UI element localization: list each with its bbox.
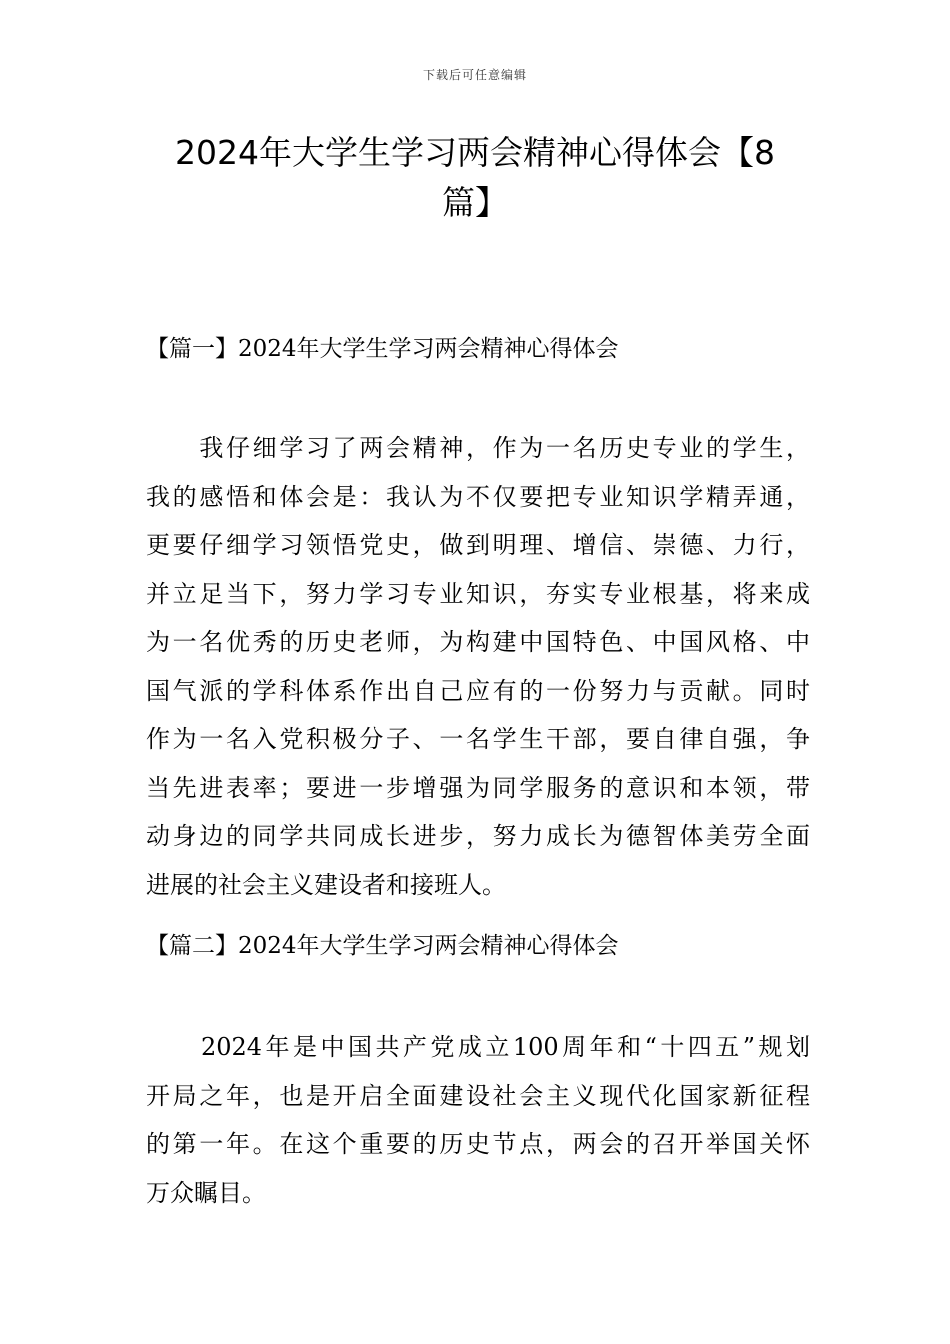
paragraph-line: 2024年是中国共产党成立100周年和“十四五”规划 xyxy=(146,1033,810,1061)
paragraph-line: 我的感悟和体会是：我认为不仅要把专业知识学精弄通， xyxy=(146,482,810,511)
paragraph-line: 更要仔细学习领悟党史，做到明理、增信、崇德、力行， xyxy=(146,531,810,559)
paragraph-line: 国气派的学科体系作出自己应有的一份努力与贡献。同时 xyxy=(146,676,810,705)
paragraph-line: 进展的社会主义建设者和接班人。 xyxy=(146,870,506,899)
document-title xyxy=(150,128,800,228)
paragraph-line: 开局之年，也是开启全面建设社会主义现代化国家新征程 xyxy=(146,1081,810,1110)
header-note: 下载后可任意编辑 xyxy=(422,68,527,82)
section-2-paragraph xyxy=(146,1023,810,1217)
title-line-2: 篇】 xyxy=(442,183,508,222)
paragraph-line: 当先进表率；要进一步增强为同学服务的意识和本领，带 xyxy=(146,773,810,802)
section-2-heading: 【篇二】2024年大学生学习两会精神心得体会 xyxy=(146,933,619,959)
section-1-paragraph xyxy=(146,424,810,909)
paragraph-line: 并立足当下，努力学习专业知识，夯实专业根基，将来成 xyxy=(146,579,810,608)
section-1-heading: 【篇一】2024年大学生学习两会精神心得体会 xyxy=(146,336,619,362)
paragraph-line: 的第一年。在这个重要的历史节点，两会的召开举国关怀 xyxy=(146,1130,810,1158)
paragraph-line: 我仔细学习了两会精神，作为一名历史专业的学生， xyxy=(146,434,810,462)
paragraph-line: 为一名优秀的历史老师，为构建中国特色、中国风格、中 xyxy=(146,628,810,656)
paragraph-line: 作为一名入党积极分子、一名学生干部，要自律自强，争 xyxy=(146,725,810,753)
title-line-1: 2024年大学生学习两会精神心得体会【8 xyxy=(175,133,775,172)
paragraph-line: 万众瞩目。 xyxy=(146,1178,266,1207)
paragraph-line: 动身边的同学共同成长进步，努力成长为德智体美劳全面 xyxy=(146,822,810,850)
